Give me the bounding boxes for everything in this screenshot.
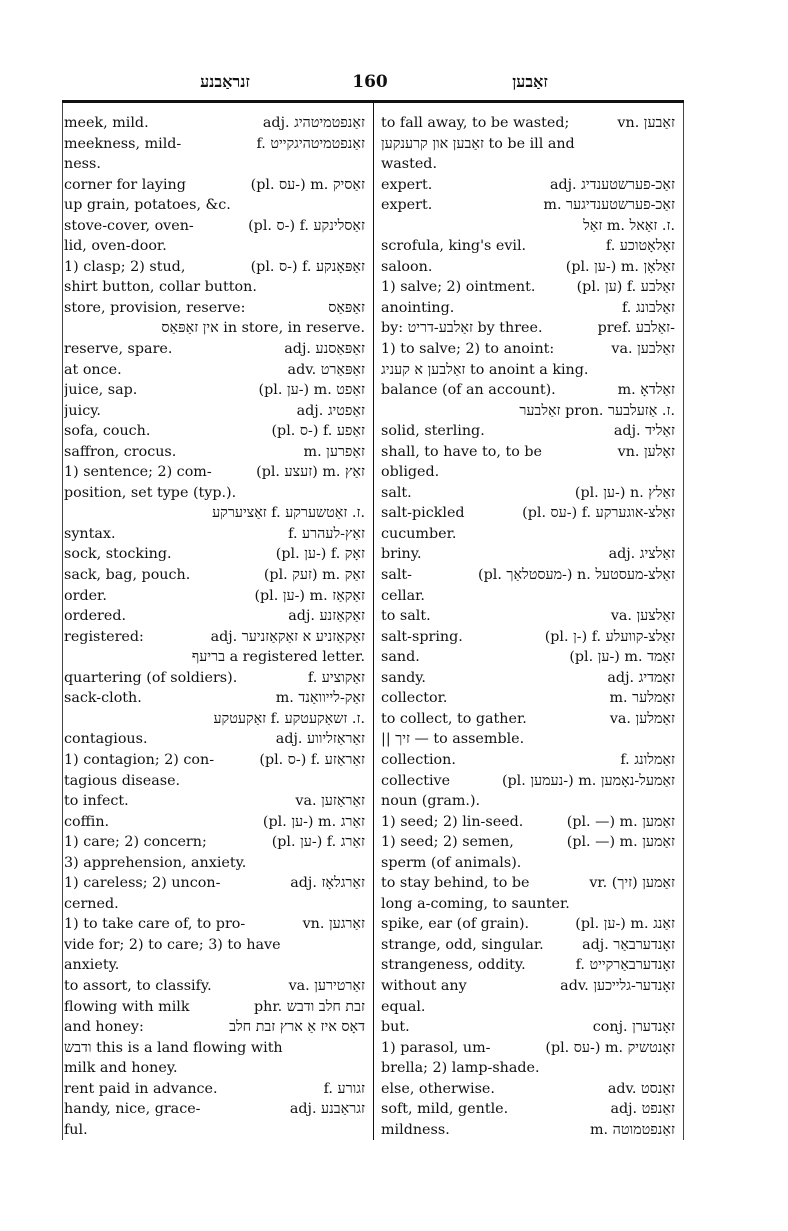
entry-text: ordered. — [64, 608, 127, 625]
entry-line — [381, 914, 675, 935]
entry-headword: דאָס איז אַ ארץ זבת חלב — [229, 1019, 365, 1036]
entry-line — [64, 791, 365, 812]
entry-line — [64, 154, 365, 175]
entry-headword: va. זאַראַזען — [295, 793, 365, 810]
entry-headword: (pl. ס-) f. זאַפע — [271, 423, 365, 440]
entry-line — [381, 318, 675, 339]
entry-headword: זאַלבער pron. ז. אַזעלבער. — [519, 402, 675, 419]
entry-line — [381, 524, 675, 545]
entry-line — [64, 257, 365, 278]
entry-text: but. — [381, 1019, 410, 1036]
entry-line — [381, 750, 675, 771]
entry-text: cerned. — [64, 895, 119, 912]
entry-headword: adj. זאַכ-פערשטענדיג — [549, 176, 675, 193]
entry-text: 1) sentence; 2) com- — [64, 464, 212, 481]
entry-headword: adj. זגראַבנע — [289, 1101, 365, 1118]
entry-line — [381, 503, 675, 524]
entry-text: syntax. — [64, 525, 116, 542]
entry-headword: adj. זאַנפט — [610, 1101, 675, 1118]
entry-text: coffin. — [64, 813, 110, 830]
entry-line — [64, 688, 365, 709]
entry-text: obliged. — [381, 464, 440, 481]
entry-line — [381, 236, 675, 257]
entry-text: meekness, mild- — [64, 135, 182, 152]
entry-line — [64, 1017, 365, 1038]
entry-text: to stay behind, to be — [381, 875, 530, 892]
entry-text: strange, odd, singular. — [381, 936, 544, 953]
entry-line — [381, 976, 675, 997]
entry-headword: (pl. ען-) n. זאַלץ — [574, 484, 675, 501]
entry-text: to salt. — [381, 608, 431, 625]
entry-line — [381, 483, 675, 504]
entry-headword: (pl. זעק) m. זאַק — [263, 567, 365, 584]
entry-headword: adj. זאַפטיג — [296, 402, 365, 419]
entry-text: || זיך — to assemble. — [381, 731, 525, 748]
entry-line — [64, 134, 365, 155]
entry-line — [64, 401, 365, 422]
entry-text: tagious disease. — [64, 772, 181, 789]
entry-text: without any — [381, 977, 467, 994]
entry-line — [64, 729, 365, 750]
entry-headword: (pl. ס-) f. זאַפּאָנקע — [250, 258, 365, 275]
entry-line — [381, 1038, 675, 1059]
entry-text: quartering (of soldiers). — [64, 669, 238, 686]
entry-text: stove-cover, oven- — [64, 217, 194, 234]
entry-line — [64, 503, 365, 524]
entry-headword: (pl. ען-) f. זאָק — [275, 546, 365, 563]
entry-headword: זאַפּאַס — [328, 299, 365, 316]
entry-text: spike, ear (of grain). — [381, 916, 530, 933]
entry-text: soft, mild, gentle. — [381, 1101, 509, 1118]
entry-headword: adj. זאַמדיג — [607, 669, 675, 686]
entry-line — [381, 688, 675, 709]
entry-text: store, provision, reserve: — [64, 299, 246, 316]
entry-line — [381, 955, 675, 976]
entry-text: sperm (of animals). — [381, 854, 522, 871]
entry-text: salt- — [381, 567, 413, 584]
entry-line — [381, 216, 675, 237]
entry-text: 1) to take care of, to pro- — [64, 916, 246, 933]
entry-line — [64, 277, 365, 298]
entry-text: salt. — [381, 484, 412, 501]
entry-text: anointing. — [381, 299, 455, 316]
entry-text: sofa, couch. — [64, 423, 151, 440]
entry-headword: f. זאַקוציע — [307, 669, 365, 686]
entry-line — [64, 668, 365, 689]
entry-text: order. — [64, 587, 107, 604]
entry-line — [381, 1058, 675, 1079]
entry-line — [381, 606, 675, 627]
header-right-word: זאַבען — [512, 72, 548, 91]
entry-text: 1) salve; 2) ointment. — [381, 279, 536, 296]
entry-text: at once. — [64, 361, 122, 378]
entry-headword: adj. זאַרגלאָז — [290, 875, 365, 892]
entry-headword: (pl. עס-) f. זאַלצ-אוגערקע — [522, 505, 675, 522]
entry-headword: m. זאַק-לייוואַנד — [275, 690, 365, 707]
entry-headword: (pl. ס-) f. זאַראַזע — [259, 751, 365, 768]
entry-headword: m. זאַנפטמוטה — [590, 1121, 675, 1138]
entry-line — [381, 298, 675, 319]
entry-text: shall, to have to, to be — [381, 443, 542, 460]
entry-text: 1) to salve; 2) to anoint: — [381, 341, 555, 358]
entry-text: expert. — [381, 197, 433, 214]
entry-line — [64, 873, 365, 894]
entry-line — [64, 318, 365, 339]
entry-text: to infect. — [64, 793, 129, 810]
entry-line — [64, 914, 365, 935]
entry-text: 1) parasol, um- — [381, 1039, 491, 1056]
entry-headword: זאַקעטקע f. ז. זשאַקעטקע. — [213, 710, 365, 727]
entry-headword: (pl. ען-) f. זאַרג — [271, 834, 365, 851]
entry-text: 1) seed; 2) semen, — [381, 834, 514, 851]
entry-line — [64, 380, 365, 401]
entry-headword: זאַל m. ז. זאַאל. — [583, 217, 675, 234]
column-divider — [373, 103, 374, 1140]
entry-headword: (pl. עס-) m. זאָנטשיק — [545, 1039, 675, 1056]
entry-line — [381, 709, 675, 730]
entry-text: vide for; 2) to care; 3) to have — [64, 936, 281, 953]
entry-headword: (pl. מעסטלאַך-) n. זאַלצ-מעסטעל — [478, 567, 675, 584]
entry-line — [64, 1058, 365, 1079]
entry-headword: בריעף a registered letter. — [191, 649, 365, 666]
entry-headword: vr. (זיך) זאַמען — [589, 875, 675, 892]
entry-headword: f. זאַץ-לעהרע — [288, 525, 365, 542]
entry-headword: (pl. זעצע) m. זאַץ — [256, 464, 365, 481]
entry-text: shirt button, collar button. — [64, 279, 257, 296]
entry-line — [64, 544, 365, 565]
entry-line — [64, 955, 365, 976]
entry-text: milk and honey. — [64, 1060, 178, 1077]
entry-headword: (pl. נעמען-) m. זאַמעל-נאָמען — [501, 772, 675, 789]
entry-line — [64, 195, 365, 216]
entry-text: sock, stocking. — [64, 546, 172, 563]
entry-headword: vn. זאַרגען — [302, 916, 365, 933]
entry-line — [64, 894, 365, 915]
entry-text: ful. — [64, 1121, 88, 1138]
entry-line — [381, 791, 675, 812]
entry-headword: phr. זבת חלב ודבש — [254, 998, 365, 1015]
entry-headword: f. זגורע — [323, 1080, 365, 1097]
entry-text: ודבש this is a land flowing with — [64, 1039, 283, 1056]
entry-line — [64, 976, 365, 997]
entry-text: ness. — [64, 156, 101, 173]
entry-line — [381, 277, 675, 298]
entry-text: briny. — [381, 546, 422, 563]
entry-line — [64, 442, 365, 463]
entry-headword: (pl. ען-) m. זאַמד — [569, 649, 675, 666]
entry-text: up grain, potatoes, &c. — [64, 197, 231, 214]
entry-line — [64, 483, 365, 504]
entry-text: collection. — [381, 751, 456, 768]
entry-line — [381, 1120, 675, 1141]
entry-text: rent paid in advance. — [64, 1080, 218, 1097]
entry-line — [64, 627, 365, 648]
entry-text: lid, oven-door. — [64, 238, 167, 255]
entry-text: זאַלבען א קעניג to anoint a king. — [381, 361, 589, 378]
entry-line — [381, 668, 675, 689]
entry-headword: adj. זאַראַזליווע — [275, 731, 365, 748]
entry-headword: vn. זאַבען — [617, 115, 675, 131]
entry-text: else, otherwise. — [381, 1080, 495, 1097]
entry-line — [64, 832, 365, 853]
entry-line — [381, 339, 675, 360]
entry-headword: pref. זאַלבע- — [597, 320, 675, 337]
entry-text: cucumber. — [381, 525, 457, 542]
right-column-edge — [683, 103, 684, 1140]
entry-line — [64, 997, 365, 1018]
entry-headword: (pl. עס-) m. זאַסיק — [250, 176, 365, 193]
entry-text: to assort, to classify. — [64, 977, 212, 994]
entry-text: meek, mild. — [64, 115, 149, 131]
entry-text: 1) contagion; 2) con- — [64, 751, 215, 768]
entry-text: reserve, spare. — [64, 341, 173, 358]
entry-headword: va. זאַרטירען — [288, 977, 365, 994]
entry-headword: m. זאַכ-פערשטענדיגער — [543, 197, 675, 214]
entry-line — [64, 606, 365, 627]
entry-line — [64, 647, 365, 668]
entry-text: sandy. — [381, 669, 426, 686]
entry-text: solid, sterling. — [381, 423, 485, 440]
entry-line — [64, 298, 365, 319]
entry-text: handy, nice, grace- — [64, 1101, 201, 1118]
entry-text: expert. — [381, 176, 433, 193]
entry-line — [381, 257, 675, 278]
entry-text: saloon. — [381, 258, 433, 275]
entry-line — [381, 544, 675, 565]
entry-headword: m. זאַמלער — [609, 690, 675, 707]
entry-line — [64, 113, 365, 134]
entry-text: by: זאַלבע-דריט by three. — [381, 320, 543, 337]
entry-headword: (pl. ען-) m. זאַקאַז — [254, 587, 365, 604]
entry-line — [381, 442, 675, 463]
entry-text: position, set type (typ.). — [64, 484, 237, 501]
entry-text: long a-coming, to saunter. — [381, 895, 570, 912]
entry-headword: va. זאַלצען — [610, 608, 675, 625]
entry-text: collector. — [381, 690, 448, 707]
entry-line — [64, 750, 365, 771]
entry-headword: adv. זאַנסט — [607, 1080, 675, 1097]
entry-headword: adj. זאַפּאַסנע — [284, 341, 365, 358]
entry-headword: m. זאַפרען — [303, 443, 365, 460]
entry-text: noun (gram.). — [381, 793, 481, 810]
entry-text: to fall away, to be wasted; — [381, 115, 570, 131]
entry-text: corner for laying — [64, 176, 186, 193]
entry-headword: adv. זאַפּאַרט — [287, 361, 365, 378]
entry-headword: va. זאַמלען — [609, 710, 675, 727]
entry-line — [64, 709, 365, 730]
entry-headword: conj. זאָנדערן — [592, 1019, 675, 1036]
entry-headword: adj. זאַנפטמיטהיג — [262, 115, 365, 131]
entry-line — [381, 175, 675, 196]
entry-line — [381, 627, 675, 648]
entry-headword: זאַציערקע f. ז. זאַטשערקע. — [212, 505, 365, 522]
entry-text: saffron, crocus. — [64, 443, 177, 460]
entry-line — [381, 997, 675, 1018]
entry-line — [381, 195, 675, 216]
entry-line — [64, 1099, 365, 1120]
entry-line — [381, 1017, 675, 1038]
entry-line — [381, 729, 675, 750]
entry-text: salt-pickled — [381, 505, 465, 522]
entry-line — [64, 236, 365, 257]
entry-line — [381, 647, 675, 668]
entry-headword: adv. זאָנדער-גלייכען — [560, 977, 675, 994]
entry-text: 3) apprehension, anxiety. — [64, 854, 247, 871]
entry-text: strangeness, oddity. — [381, 957, 526, 974]
right-column — [381, 113, 675, 1140]
entry-line — [64, 524, 365, 545]
entry-headword: adj. זאָנדערבאַר — [582, 936, 675, 953]
entry-text: sack-cloth. — [64, 690, 142, 707]
entry-text: scrofula, king's evil. — [381, 238, 527, 255]
entry-line — [381, 565, 675, 586]
entry-headword: (pl. ען-) m. זאַפט — [258, 382, 365, 399]
entry-headword: (pl. ען-) m. זאַנג — [575, 916, 675, 933]
entry-headword: (pl. ען-) m. זאַרג — [262, 813, 365, 830]
entry-text: brella; 2) lamp-shade. — [381, 1060, 540, 1077]
entry-headword: (pl. —) m. זאַמען — [566, 834, 675, 851]
entry-headword: adj. זאַליד — [613, 423, 675, 440]
entry-text: cellar. — [381, 587, 425, 604]
entry-line — [64, 935, 365, 956]
entry-line — [64, 812, 365, 833]
entry-headword: f. זאָנדערבאַרקייט — [575, 957, 675, 974]
entry-headword: m. זאַלדאָ — [617, 382, 675, 399]
entry-headword: adj. זאַקאַזניע א זאַקאַזניער — [210, 628, 365, 645]
entry-line — [381, 154, 675, 175]
entry-headword: vn. זאָלען — [617, 443, 675, 460]
entry-text: balance (of an account). — [381, 382, 556, 399]
entry-text: juicy. — [64, 402, 101, 419]
entry-headword: אין זאַפּאַס in store, in reserve. — [161, 320, 365, 337]
entry-line — [381, 1079, 675, 1100]
entry-headword: (pl. ען) f. זאַלבע — [576, 279, 675, 296]
entry-text: flowing with milk — [64, 998, 190, 1015]
entry-text: salt-spring. — [381, 628, 463, 645]
entry-line — [64, 853, 365, 874]
entry-line — [381, 360, 675, 381]
entry-headword: (pl. ס-) f. זאַסלינקע — [248, 217, 365, 234]
entry-line — [64, 1120, 365, 1141]
entry-line — [381, 113, 675, 134]
entry-text: sack, bag, pouch. — [64, 567, 191, 584]
entry-line — [381, 935, 675, 956]
entry-text: mildness. — [381, 1121, 450, 1138]
entry-text: anxiety. — [64, 957, 120, 974]
header-left-word: זנראַבנע — [200, 72, 250, 91]
entry-line — [64, 339, 365, 360]
entry-line — [64, 216, 365, 237]
entry-line — [64, 360, 365, 381]
left-column — [64, 113, 365, 1140]
entry-headword: adj. זאַקאַזנע — [288, 608, 365, 625]
entry-line — [381, 832, 675, 853]
entry-text: contagious. — [64, 731, 148, 748]
entry-line — [64, 586, 365, 607]
page-number: 160 — [352, 72, 388, 92]
entry-line — [64, 1038, 365, 1059]
entry-line — [64, 421, 365, 442]
entry-text: equal. — [381, 998, 426, 1015]
entry-line — [381, 462, 675, 483]
entry-headword: f. זאָלאָטוכע — [605, 238, 675, 255]
entry-text: זאַבען און קרענקען to be ill and — [381, 135, 575, 152]
left-column-edge — [62, 103, 63, 1140]
entry-headword: f. זאַלבונג — [621, 299, 675, 316]
entry-line — [64, 565, 365, 586]
entry-text: wasted. — [381, 156, 438, 173]
entry-line — [381, 812, 675, 833]
entry-line — [381, 1099, 675, 1120]
entry-line — [381, 586, 675, 607]
entry-line — [381, 873, 675, 894]
entry-text: collective — [381, 772, 451, 789]
entry-line — [381, 380, 675, 401]
entry-line — [381, 894, 675, 915]
entry-text: juice, sap. — [64, 382, 138, 399]
entry-line — [64, 1079, 365, 1100]
entry-text: 1) careless; 2) uncon- — [64, 875, 221, 892]
entry-text: 1) seed; 2) lin-seed. — [381, 813, 524, 830]
entry-headword: f. זאַנפטמיטהיגקייט — [256, 135, 365, 152]
entry-text: to collect, to gather. — [381, 710, 527, 727]
entry-line — [64, 175, 365, 196]
entry-line — [381, 134, 675, 155]
entry-line — [381, 853, 675, 874]
entry-headword: (pl. —) m. זאַמען — [566, 813, 675, 830]
entry-text: 1) clasp; 2) stud, — [64, 258, 186, 275]
entry-text: and honey: — [64, 1019, 144, 1036]
entry-headword: (pl. ען-) m. זאַלאָן — [565, 258, 675, 275]
entry-line — [64, 771, 365, 792]
entry-text: registered: — [64, 628, 144, 645]
entry-text: 1) care; 2) concern; — [64, 834, 207, 851]
entry-line — [64, 462, 365, 483]
entry-headword: adj. זאַלציג — [608, 546, 675, 563]
entry-line — [381, 401, 675, 422]
entry-headword: (pl. ן-) f. זאַלצ-קוועלע — [544, 628, 675, 645]
entry-headword: va. זאַלבען — [611, 341, 675, 358]
entry-headword: f. זאַמלונג — [620, 751, 675, 768]
entry-line — [381, 771, 675, 792]
entry-text: sand. — [381, 649, 420, 666]
entry-line — [381, 421, 675, 442]
